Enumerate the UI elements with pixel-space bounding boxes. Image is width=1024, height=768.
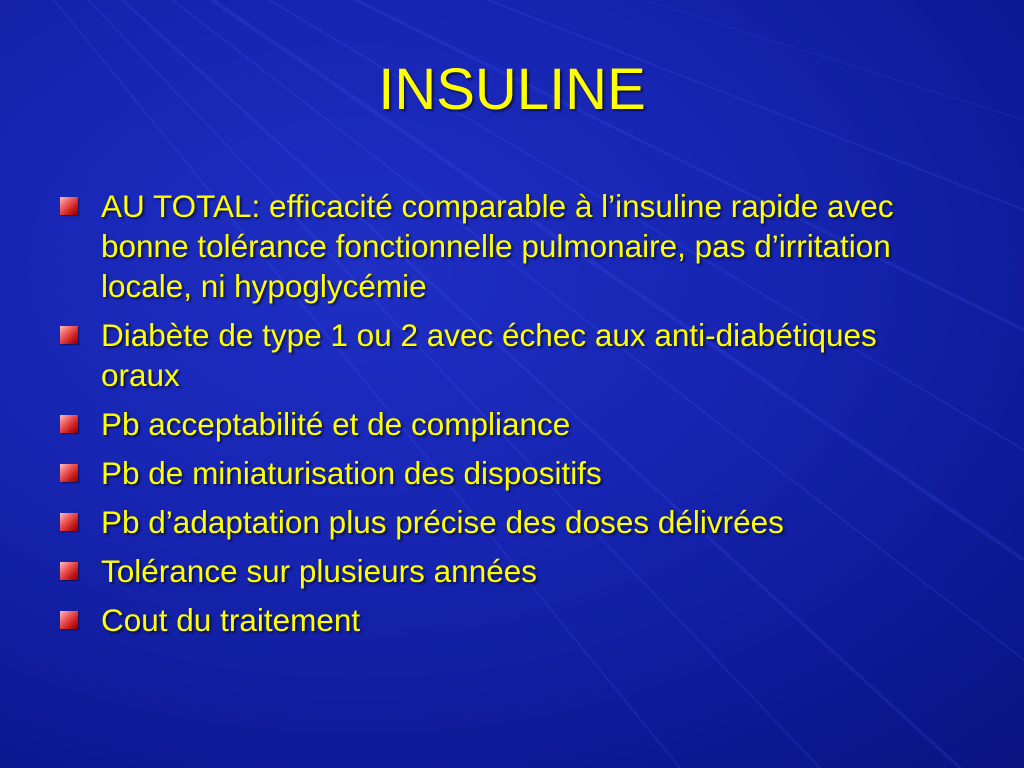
bullet-item	[60, 315, 940, 395]
red-square-bullet-icon	[60, 415, 78, 433]
bullet-item	[60, 453, 940, 493]
slide-title: INSULINE	[378, 57, 646, 122]
bullet-item	[60, 502, 940, 542]
bullet-item	[60, 600, 940, 640]
bullet-text: Cout du traitement	[101, 602, 361, 638]
bullet-text: Tolérance sur plusieurs années	[101, 553, 538, 589]
red-square-bullet-icon	[60, 562, 78, 580]
red-square-bullet-icon	[60, 611, 78, 629]
bullet-item	[60, 551, 940, 591]
red-square-bullet-icon	[60, 464, 78, 482]
bullet-item	[60, 186, 940, 306]
bullet-text: Pb de miniaturisation des dispositifs	[101, 455, 602, 491]
red-square-bullet-icon	[60, 197, 78, 215]
red-square-bullet-icon	[60, 326, 78, 344]
bullet-text: AU TOTAL: efficacité comparable à l’insuline rapide avec bonne tolérance fonctionnelle pulmonaire, pas d’irritation locale, ni hypoglycémie	[101, 188, 894, 304]
bullet-text: Diabète de type 1 ou 2 avec échec aux anti-diabétiques oraux	[101, 317, 877, 393]
bullet-text: Pb acceptabilité et de compliance	[101, 406, 571, 442]
bullet-text: Pb d’adaptation plus précise des doses délivrées	[101, 504, 784, 540]
red-square-bullet-icon	[60, 513, 78, 531]
bullet-list	[60, 186, 940, 649]
bullet-item	[60, 404, 940, 444]
